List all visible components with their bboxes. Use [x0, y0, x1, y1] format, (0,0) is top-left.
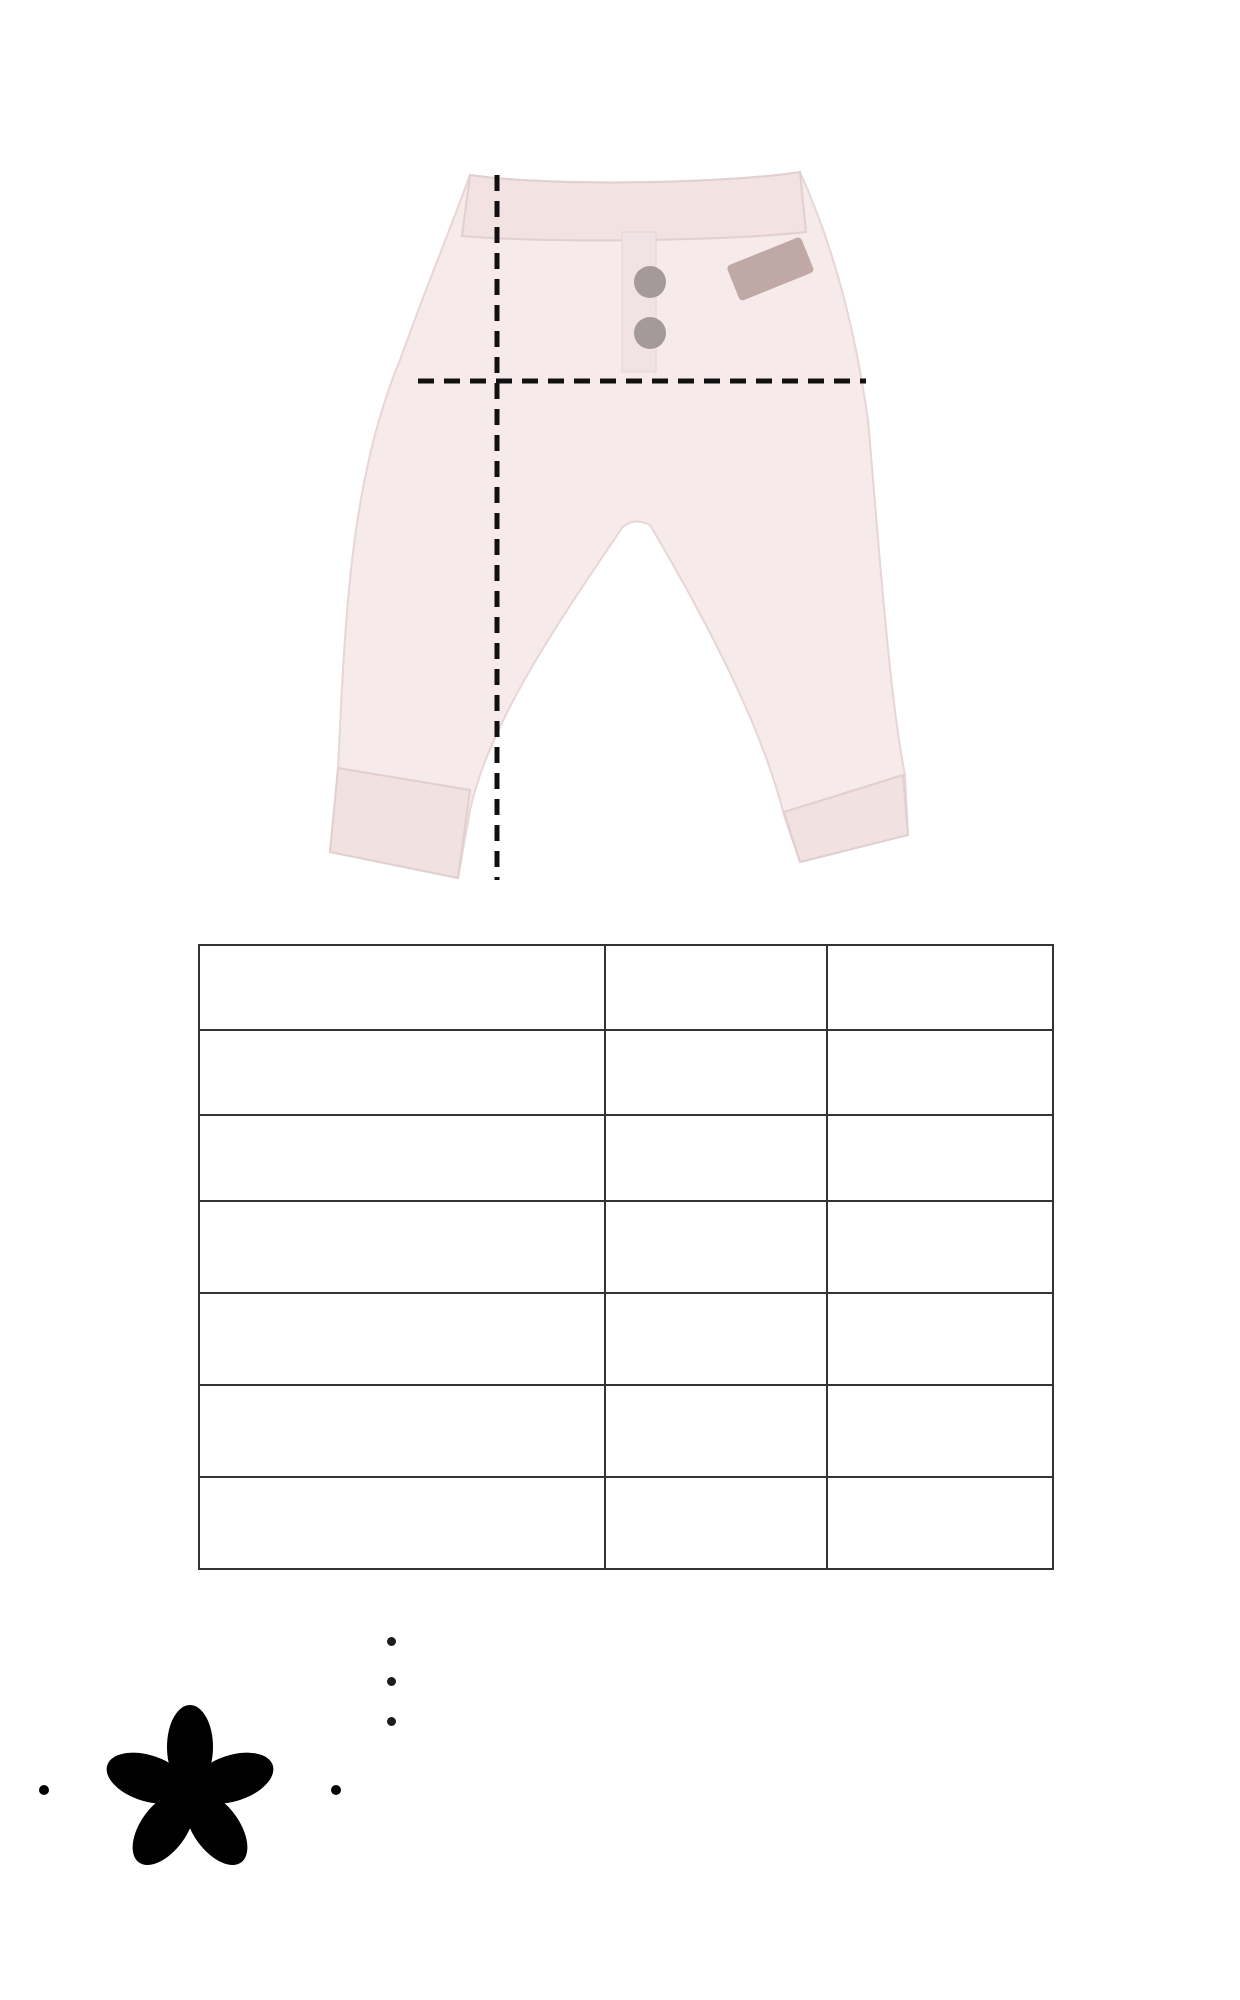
button-bottom [634, 317, 666, 349]
table-row [199, 1115, 1053, 1201]
tips-list [362, 1622, 1222, 1741]
talle-cell [199, 1477, 605, 1569]
largo-cell [827, 1115, 1053, 1201]
tips-section [362, 1606, 1222, 1742]
ancho-cell [605, 1385, 827, 1477]
ancho-cell [605, 1201, 827, 1293]
tip-item [412, 1702, 1222, 1741]
flower-icon [100, 1705, 280, 1876]
tip-item [412, 1662, 1222, 1701]
table-header-row [199, 945, 1053, 1030]
header-talle [199, 945, 605, 1030]
table-row [199, 1030, 1053, 1115]
ancho-cell [605, 1477, 827, 1569]
logo-dot-right [331, 1785, 341, 1795]
logo-dot-left [39, 1785, 49, 1795]
table-row [199, 1293, 1053, 1385]
ancho-cell [605, 1030, 827, 1115]
largo-cell [827, 1030, 1053, 1115]
ancho-cell [605, 1293, 827, 1385]
talle-cell [199, 1293, 605, 1385]
button-top [634, 266, 666, 298]
tip-item [412, 1622, 1222, 1661]
header-largo [827, 945, 1053, 1030]
table-row [199, 1385, 1053, 1477]
leggings-illustration [0, 0, 1240, 920]
brand-logo [20, 1620, 360, 1960]
table-row [199, 1477, 1053, 1569]
header-ancho [605, 945, 827, 1030]
talle-cell [199, 1385, 605, 1477]
largo-cell [827, 1293, 1053, 1385]
largo-cell [827, 1477, 1053, 1569]
talle-cell [199, 1030, 605, 1115]
table-row [199, 1201, 1053, 1293]
largo-cell [827, 1201, 1053, 1293]
waistband [462, 172, 806, 240]
size-table [198, 944, 1054, 1570]
leggings-body [330, 172, 908, 878]
talle-cell [199, 1201, 605, 1293]
largo-cell [827, 1385, 1053, 1477]
talle-cell [199, 1115, 605, 1201]
ancho-cell [605, 1115, 827, 1201]
